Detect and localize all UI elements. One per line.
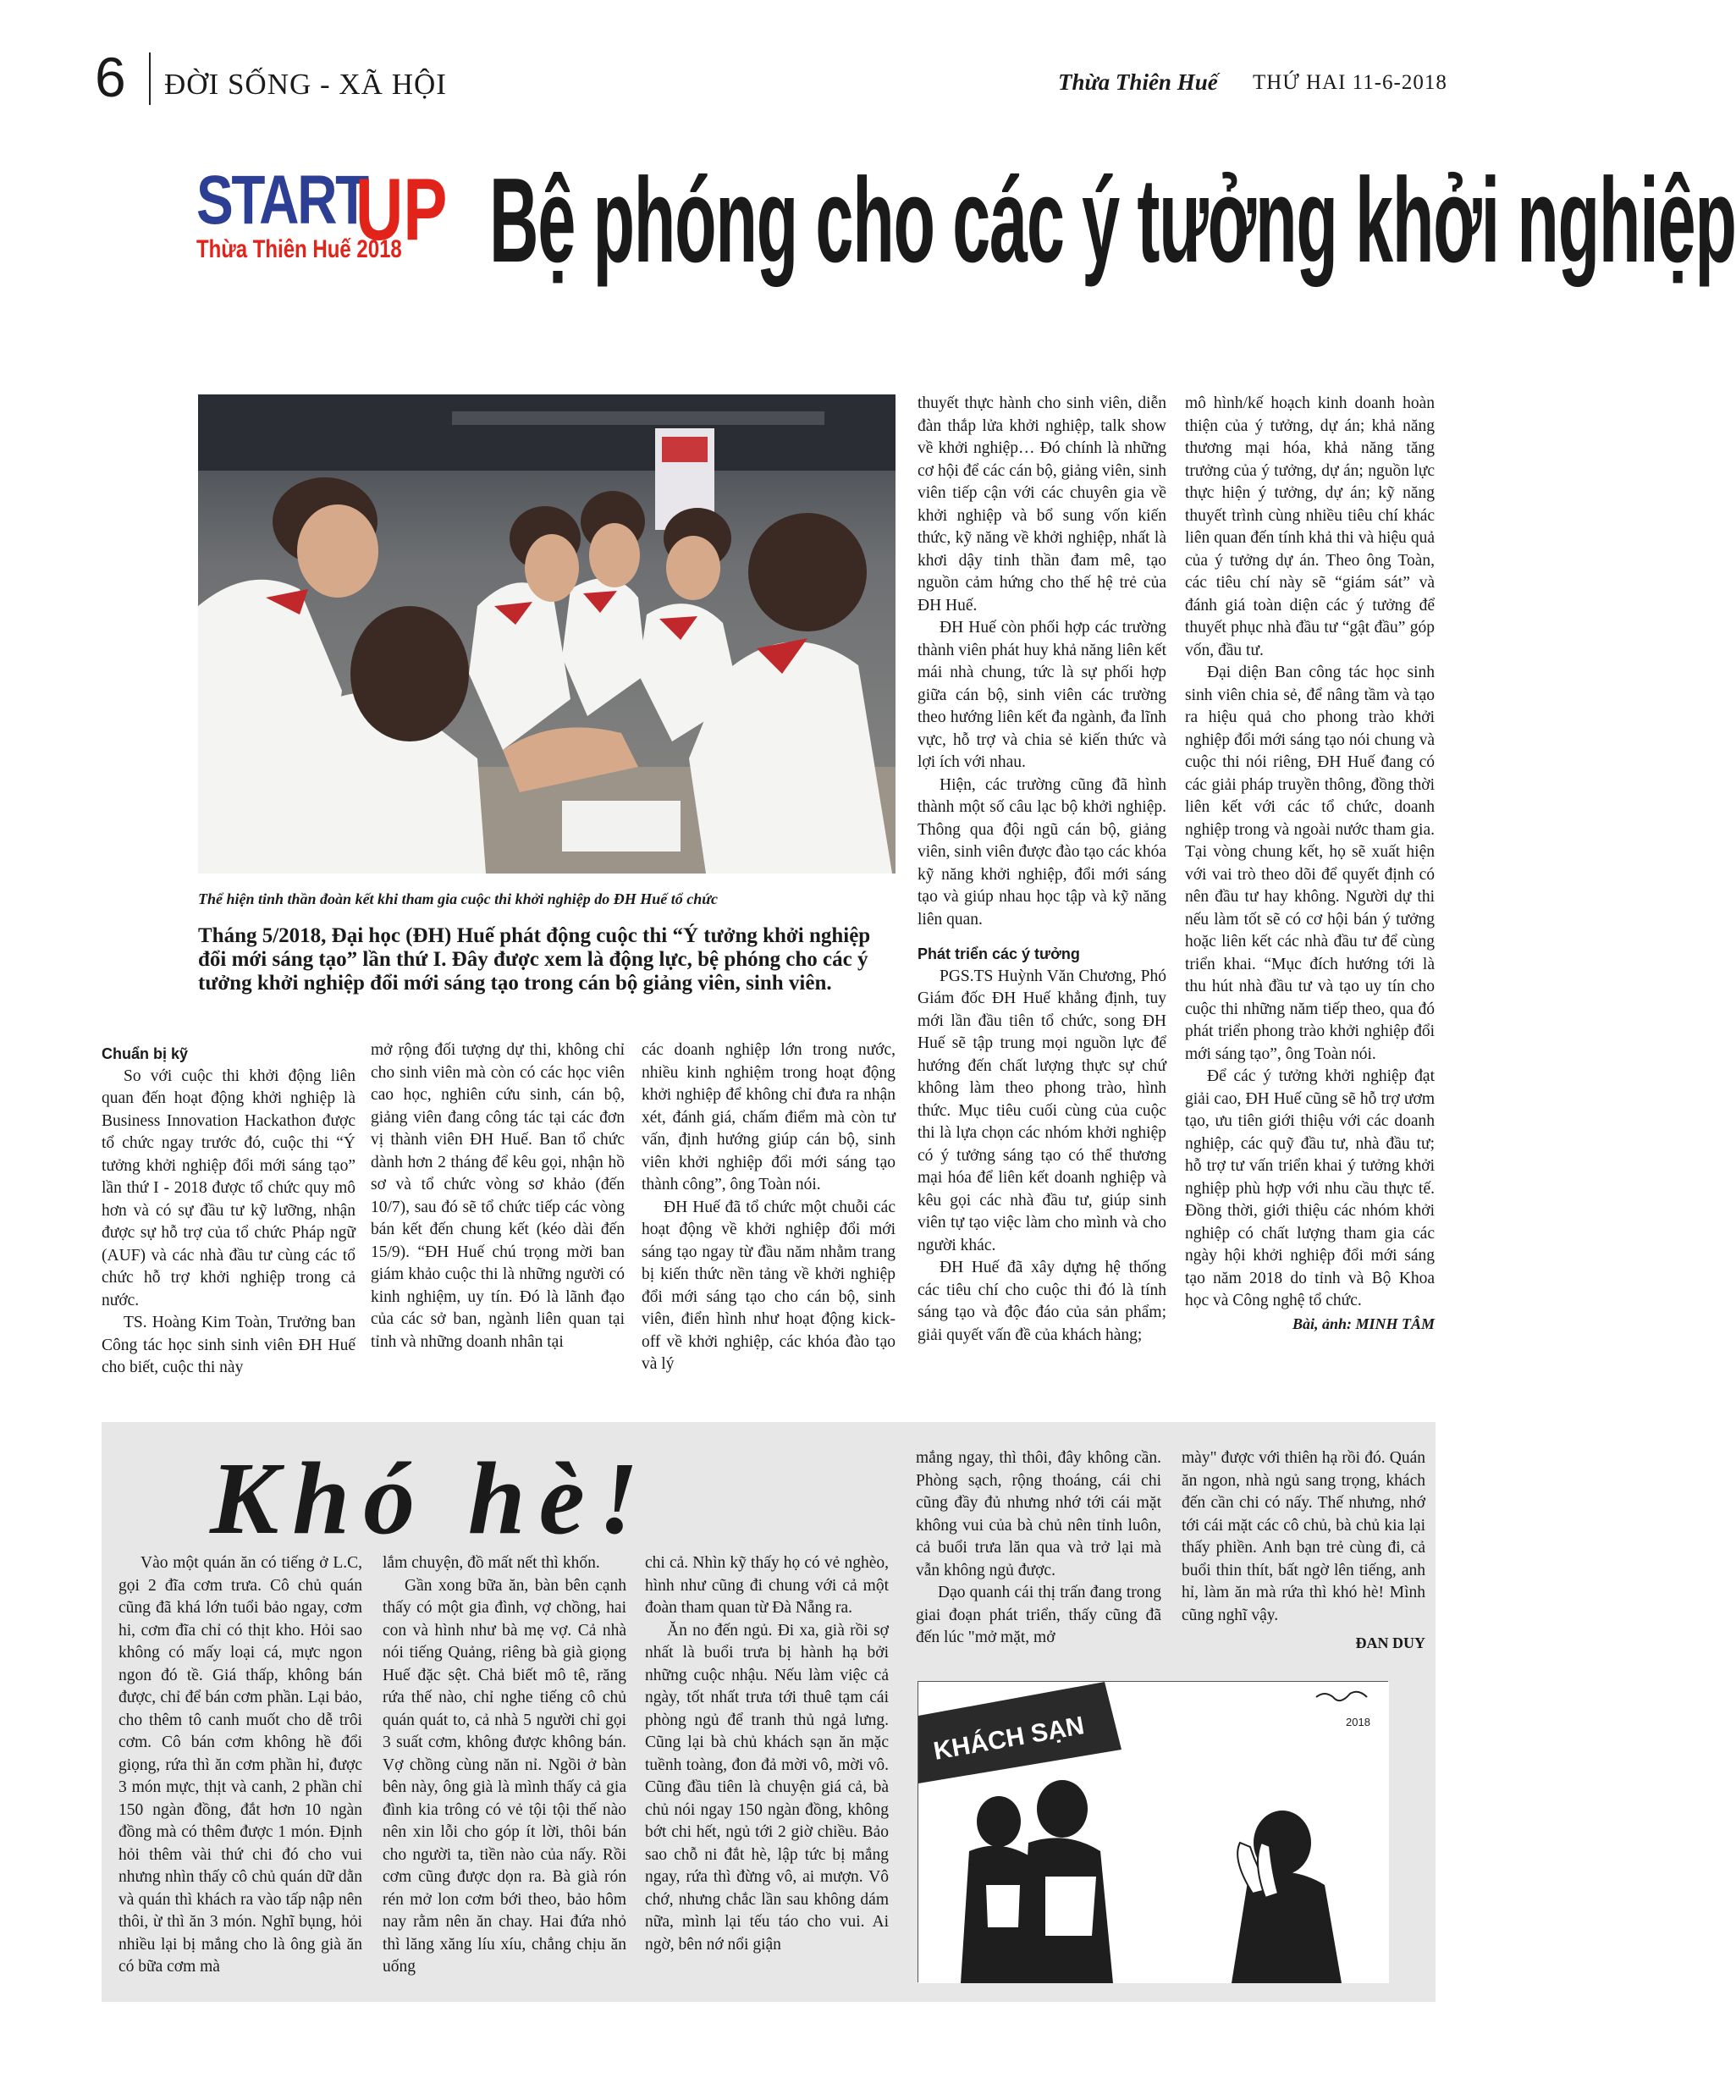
article-lede: Tháng 5/2018, Đại học (ĐH) Huế phát động cuộc thi “Ý tưởng khởi nghiệp đổi mới sáng tạo” lần thứ I. Đây được xem là động lực, bệ phóng cho các ý tưởng khởi nghiệp đổi mới sáng tạo trong cán bộ giảng viên, sinh viên.: [198, 924, 871, 995]
paragraph: TS. Hoàng Kim Toàn, Trưởng ban Công tác học sinh sinh viên ĐH Huế cho biết, cuộc thi này: [102, 1314, 355, 1376]
paragraph: mắng ngay, thì thôi, đây không cần. Phòng sạch, rộng thoáng, cái chi cũng đầy đủ nhưng nhớ tới cái mặt không vui của bà chủ nên tỉnh luôn, cả buổi trưa lăn qua và trở lại mà vẫn không ngủ được.: [916, 1449, 1161, 1579]
box-byline: ĐAN DUY: [1355, 1634, 1425, 1651]
box-column-2: [383, 1552, 626, 1979]
box-column-5: [1182, 1447, 1425, 1655]
startup-logo-up: UP: [355, 161, 448, 259]
cartoon-signature: 2018: [1346, 1716, 1370, 1728]
paragraph: Gần xong bữa ăn, bàn bên cạnh thấy có một gia đình, vợ chồng, hai con và hình như bà mẹ vợ. Cả nhà nói tiếng Quảng, riêng bà già giọng Huế đặc sệt. Chả biết mô tê, răng rứa thế nào, chỉ nghe tiếng cô chủ quán quát to, cả nhà 5 người chỉ gọi 3 suất cơm, không được không bán. Vợ chồng cùng năn nỉ. Ngồi ở bàn bên này, ông già là mình thấy cả gia đình kia trông có vẻ tội tội thế nào nên xin lỗi cho góp ít lời, thôi bán cho người ta, tiền nào của nấy. Rồi cơm cũng được dọn ra. Bà già rón rén mở lon cơm bới theo, bảo hôm nay rằm nên ăn chay. Hai đứa nhỏ thì lăng xăng líu xíu, chẳng chịu ăn uống: [383, 1576, 626, 1976]
paragraph: thuyết thực hành cho sinh viên, diễn đàn thắp lửa khởi nghiệp, talk show về khởi nghiệp… Đó chính là những cơ hội để các cán bộ, giảng viên, sinh viên tiếp cận với các chuyên gia về khởi nghiệp và bổ sung vốn kiến thức, kỹ năng về khởi nghiệp, nhất là khơi dậy tinh thần đam mê, tạo nguồn cảm hứng cho thế hệ trẻ của ĐH Huế.: [918, 394, 1166, 615]
photo-caption: Thể hiện tinh thần đoàn kết khi tham gia cuộc thi khởi nghiệp do ĐH Huế tổ chức: [198, 890, 719, 907]
box-column-1: [118, 1552, 362, 1979]
cartoon-illustration: [918, 1681, 1388, 1982]
box-column-3: [645, 1552, 889, 1956]
box-story-title: Khó hè!: [210, 1441, 653, 1556]
box-column-4: [916, 1447, 1161, 1650]
newspaper-name: Thừa Thiên Huế: [1058, 69, 1218, 95]
article-photo: [198, 394, 896, 874]
paragraph: các doanh nghiệp lớn trong nước, nhiều kinh nghiệm trong hoạt động khởi nghiệp để không chỉ đưa ra nhận xét, đánh giá, chấm điểm mà còn tư vấn, định hướng giúp cán bộ, sinh viên khởi nghiệp đổi mới sáng tạo thành công”, ông Toàn nói.: [642, 1041, 896, 1193]
section-title: ĐỜI SỐNG - XÃ HỘI: [164, 68, 447, 101]
cartoon-sign-text: KHÁCH SẠN: [931, 1711, 1087, 1766]
article-column-3: [642, 1039, 896, 1376]
article-column-4: [918, 393, 1166, 1347]
startup-logo-start: START: [196, 162, 367, 239]
paragraph: mô hình/kế hoạch kinh doanh hoàn thiện của ý tưởng, dự án; khả năng thương mại hóa, khả năng tăng trưởng của ý tưởng, dự án; nguồn lực thực hiện ý tưởng, dự án; kỹ năng thuyết trình cùng nhiều tiêu chí khác liên quan đến tính khả thi và hiệu quả của ý tưởng dự án. Theo ông Toàn, các tiêu chí này sẽ “giám sát” và đánh giá toàn diện các ý tưởng để thuyết phục nhà đầu tư “gật đầu” góp vốn, đầu tư.: [1185, 394, 1435, 659]
article-column-1: [102, 1039, 355, 1380]
paragraph: ĐH Huế đã tổ chức một chuỗi các hoạt động về khởi nghiệp đổi mới sáng tạo ngay từ đầu năm nhằm trang bị kiến thức nền tảng về khởi nghiệp đổi mới sáng tạo cho cán bộ, sinh viên, điển hình như hoạt động kick-off về khởi nghiệp, các khóa đào tạo và lý: [642, 1198, 896, 1373]
paragraph: mày" được với thiên hạ rồi đó. Quán ăn ngon, nhà ngủ sang trọng, khách đến cần chi có nấy. Thế nhưng, nhớ tới cái mặt các cô chủ, bà chủ kia lại thấy phiền. Anh bạn trẻ cùng đi, cả buổi thin thít, bất ngờ lên tiếng, anh hỉ, làm ăn mà rứa thì khó hè! Mình cũng nghĩ vậy.: [1182, 1449, 1425, 1624]
paragraph: Ăn no đến ngủ. Đi xa, già rồi sợ nhất là buổi trưa bị hành hạ bởi những cuộc nhậu. Nếu làm việc cả ngày, tốt nhất trưa tới thuê tạm cái phòng ngủ để tranh thủ ngả lưng. Cũng lại bà chủ khách sạn ăn mặc tuềnh toàng, đon đả mời vô, mời vô. Cũng đầu tiên là chuyện giá cả, bà chủ nói ngay 150 ngàn đồng, không bớt chi hết, ngủ tới 2 giờ chiều. Bảo sao chỗ ni đắt hè, lập tức bị mắng ngay, rứa thì đừng vô, ai mượn. Vô chớ, nhưng chắc lần sau không dám nữa, mình lại tếu táo cho vui. Ai ngờ, bên nớ nổi giận: [645, 1621, 889, 1954]
article-byline: Bài, ảnh: MINH TÂM: [1292, 1315, 1435, 1332]
paragraph: mở rộng đối tượng dự thi, không chỉ cho sinh viên mà còn có các học viên cao học, nghiên cứu sinh, cán bộ, giảng viên đang công tác tại các đơn vị thành viên ĐH Huế. Ban tổ chức dành hơn 2 tháng để kêu gọi, nhận hồ sơ và tổ chức vòng sơ khảo (đến 10/7), sau đó sẽ tổ chức tiếp các vòng bán kết đến chung kết (kéo dài đến 15/9). “ĐH Huế chú trọng mời ban giám khảo cuộc thi là những người có kinh nghiệm, uy tín. Đó là lãnh đạo của các sở ban, ngành liên quan tại tỉnh và những doanh nhân tại: [371, 1041, 625, 1351]
paragraph: So với cuộc thi khởi động liên quan đến hoạt động khởi nghiệp là Business Innovation Hackathon được tổ chức ngay trước đó, cuộc thi “Ý tưởng khởi nghiệp đổi mới sáng tạo” lần thứ I - 2018 được tổ chức quy mô hơn và có sự đầu tư kỹ lưỡng, nhận được sự hỗ trợ của tổ chức Pháp ngữ (AUF) và các nhà đầu tư cùng các tổ chức hỗ trợ khởi nghiệp trong cả nước.: [102, 1067, 355, 1309]
paragraph: chi cả. Nhìn kỹ thấy họ có vẻ nghèo, hình như cũng đi chung với cả một đoàn tham quan từ Đà Nẵng ra.: [645, 1554, 889, 1617]
startup-logo-subtitle: Thừa Thiên Huế 2018: [196, 235, 402, 263]
paragraph: PGS.TS Huỳnh Văn Chương, Phó Giám đốc ĐH Huế khẳng định, tuy mới lần đầu tiên tổ chức, song ĐH Huế sẽ tập trung mọi nguồn lực để hướng đến chất lượng thực sự chứ không làm theo phong trào, hình thức. Mục tiêu cuối cùng của cuộc thi là lựa chọn các nhóm khởi nghiệp có ý tưởng sáng tạo có thể thương mại hóa để liên kết doanh nghiệp và kêu gọi các nhà đầu tư, giúp sinh viên tự tạo việc làm cho mình và cho người khác.: [918, 967, 1166, 1254]
paragraph: lắm chuyện, đồ mất nết thì khốn.: [383, 1554, 600, 1572]
subhead-ideas: Phát triển các ý tưởng: [918, 945, 1080, 962]
subhead-preparation: Chuẩn bị kỹ: [102, 1045, 189, 1062]
header-divider: [149, 52, 151, 105]
paragraph: Hiện, các trường cũng đã hình thành một số câu lạc bộ khởi nghiệp. Thông qua đội ngũ cán bộ, giảng viên, sinh viên được đào tạo các khóa kỹ năng khởi nghiệp, đổi mới sáng tạo và giúp nhau học tập và kỹ năng liên quan.: [918, 775, 1166, 929]
issue-date: THỨ HAI 11-6-2018: [1253, 71, 1447, 94]
paragraph: Vào một quán ăn có tiếng ở L.C, gọi 2 đĩa cơm trưa. Cô chủ quán cũng đã khá lớn tuổi bảo ngay, cơm hi, cơm đĩa chỉ có thịt kho. Hỏi sao không có mấy loại cá, mực ngon ngon đó tề. Giá thấp, không bán được, chỉ để bán cơm phần. Lại bảo, cho thêm tô canh muốt cho dễ trôi cơm. Cô bán cơm không hề đổi giọng, rứa thì ăn cơm phần hỉ, được 3 món mực, thịt và canh, 2 phần chỉ 150 ngàn đồng, đắt hơn 10 ngàn đồng mà có thêm được 1 món. Định hỏi thêm vài thứ chi đó cho vui nhưng nhìn thấy cô chủ quán dữ dằn và quán thì khách ra vào tấp nập nên thôi, ừ thì ăn 3 món. Nghĩ bụng, hỏi nhiều lại bị mắng cho là ông già ăn có bữa cơm mà: [118, 1554, 362, 1976]
article-column-2: [371, 1039, 625, 1353]
paragraph: Dạo quanh cái thị trấn đang trong giai đoạn phát triển, thấy cũng đã đến lúc "mở mặt, mở: [916, 1584, 1161, 1646]
headline: Bệ phóng cho các ý tưởng khởi nghiệp: [489, 153, 1736, 288]
paragraph: ĐH Huế còn phối hợp các trường thành viên phát huy khả năng liên kết mái nhà chung, tức là sự phối hợp giữa cán bộ, sinh viên các trường theo hướng liên kết đa ngành, đa lĩnh vực, hỗ trợ và chia sẻ kiến thức và lợi ích với nhau.: [918, 619, 1166, 771]
paragraph: Đại diện Ban công tác học sinh sinh viên chia sẻ, để nâng tầm và tạo ra hiệu quả cho phong trào khởi nghiệp đổi mới sáng tạo nói chung và cuộc thi nói riêng, ĐH Huế đang có các giải pháp truyền thông, đồng thời liên kết với các tổ chức, doanh nghiệp trong và ngoài nước tham gia. Tại vòng chung kết, họ sẽ xuất hiện với vai trò theo dõi để quyết định có nên đầu tư hay không. Người dự thi nếu làm tốt sẽ có cơ hội bán ý tưởng hoặc liên kết các nhà đầu tư để cùng triển khai. “Mục đích hướng tới là thu hút nhà đầu tư và tạo uy tín cho cuộc thi những năm tiếp theo, qua đó phát triển phong trào khởi nghiệp đổi mới sáng tạo”, ông Toàn nói.: [1185, 664, 1435, 1063]
article-column-5: [1185, 393, 1435, 1335]
paragraph: Để các ý tưởng khởi nghiệp đạt giải cao, ĐH Huế cũng sẽ hỗ trợ ươm tạo, ưu tiên giới thiệu với các doanh nghiệp, các quỹ đầu tư, nhà đầu tư; hỗ trợ tư vấn triển khai ý tưởng khởi nghiệp phù hợp với nhu cầu thực tế. Đồng thời, giới thiệu các nhóm khởi nghiệp có chất lượng tham gia các ngày hội khởi nghiệp đổi mới sáng tạo năm 2018 do tỉnh và Bộ Khoa học và Công nghệ tổ chức.: [1185, 1067, 1435, 1309]
page-number: 6: [95, 46, 126, 108]
paragraph: ĐH Huế đã xây dựng hệ thống các tiêu chí cho cuộc thi đó là tính sáng tạo và độc đáo của sản phẩm; giải quyết vấn đề của khách hàng;: [918, 1259, 1166, 1344]
